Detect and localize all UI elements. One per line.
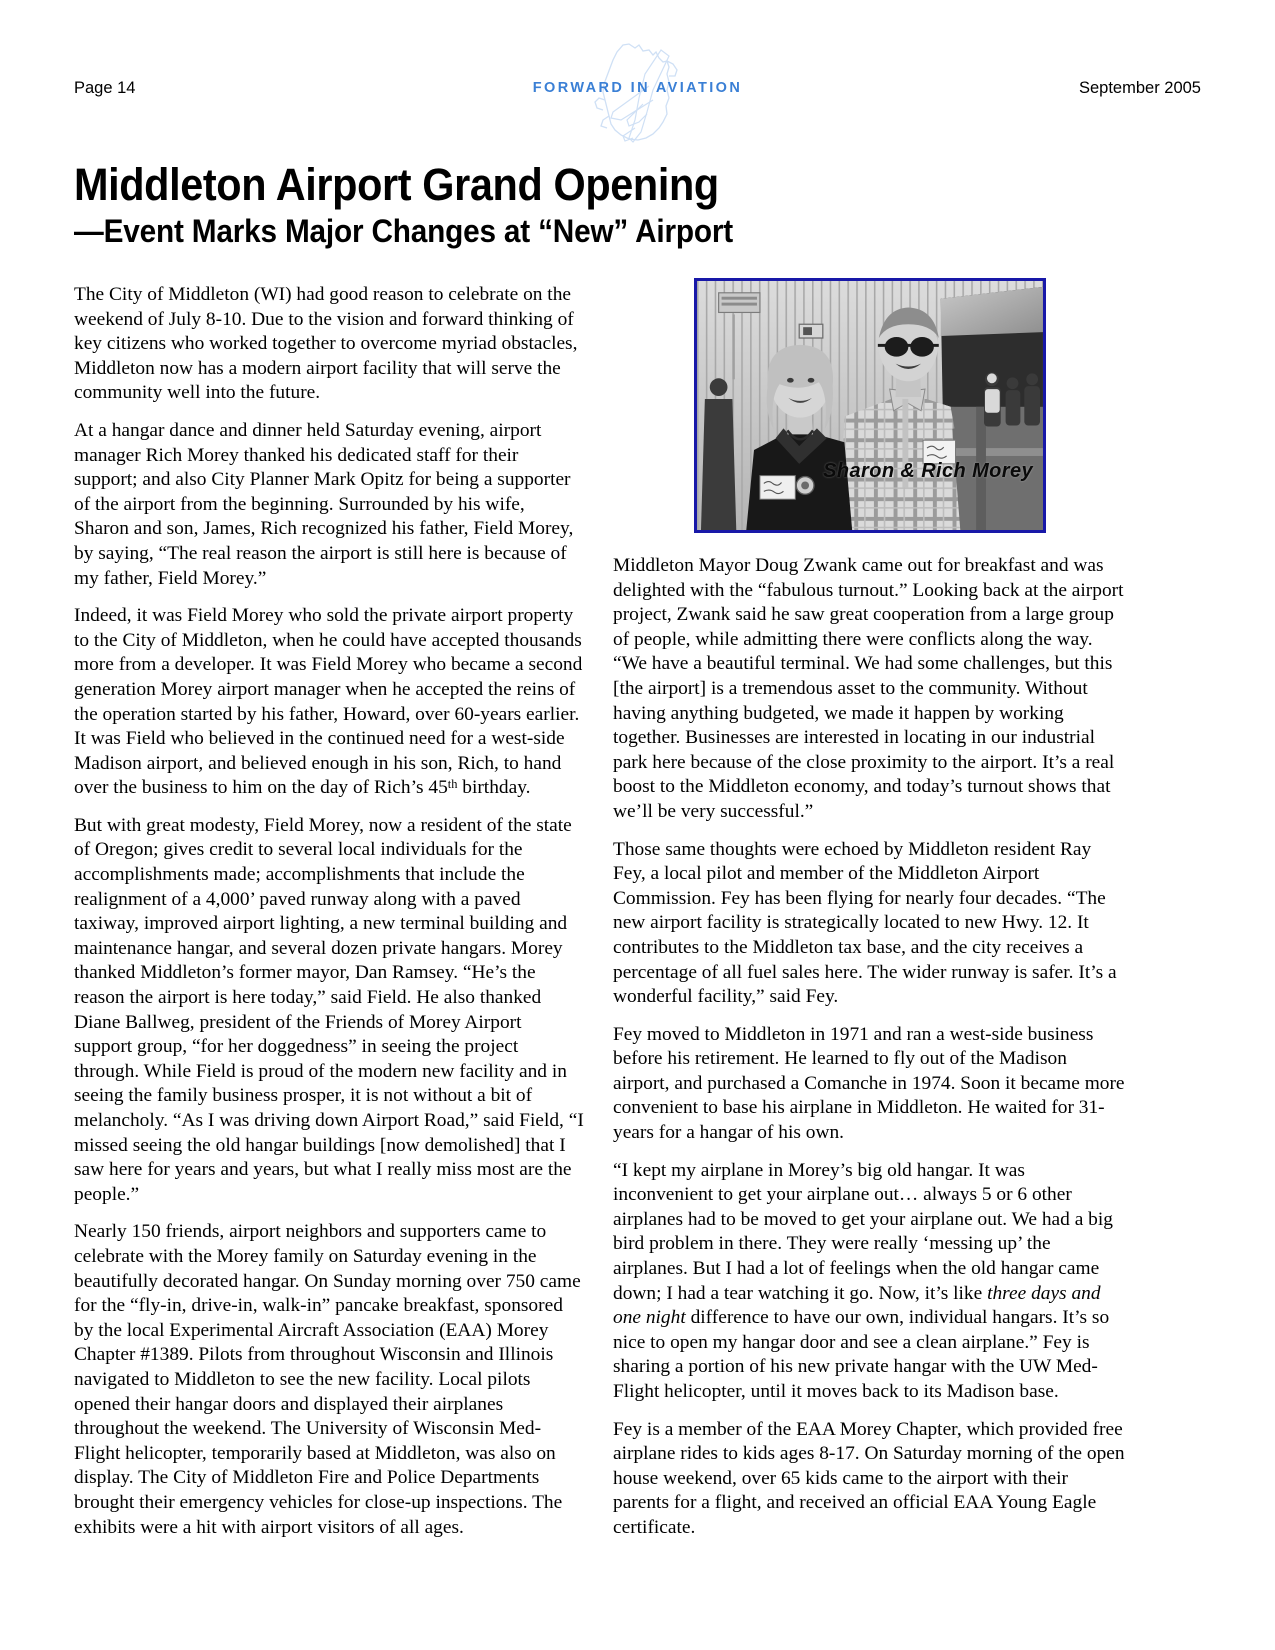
page-number-label: Page 14 <box>74 79 136 97</box>
paragraph: Nearly 150 friends, airport neighbors and supporters came to celebrate with the Morey family on Saturday evening in the beautifully decorated hangar. On Sunday morning over 750 came for the “fly-in, drive-in, walk-in” pancake breakfast, sponsored by the local Experimental Aircraft Association (EAA) Morey Chapter #1389. Pilots from throughout Wisconsin and Illinois navigated to Middleton to see the new facility. Local pilots opened their hangar doors and displayed their airplanes throughout the weekend. The University of Wisconsin Med-Flight helicopter, temporarily based at Middleton, was also on display. The City of Middleton Fire and Police Departments brought their emergency vehicles for close-up inspections. The exhibits were a hit with airport visitors of all ages. <box>74 1221 581 1538</box>
forward-in-aviation-logo <box>508 42 768 146</box>
article-column-left <box>74 283 584 1553</box>
quote-text-after-italic: difference to have our own, individual hangars. It’s so nice to open my hangar door and see a clean airplane.” Fey is sharing a portion of his new private hangar with the UW Med-Flight helicopter, until it moves back to its Madison base. <box>613 1307 1110 1402</box>
paragraph: At a hangar dance and dinner held Saturday evening, airport manager Rich Morey thanked his dedicated staff for their support; and also City Planner Mark Opitz for being a supporter of the airport from the beginning. Surrounded by his wife, Sharon and son, James, Rich recognized his father, Field Morey, by saying, “The real reason the airport is still here is because of my father, Field Morey.” <box>74 419 574 589</box>
paragraph: Fey moved to Middleton in 1971 and ran a west-side business before his retirement. He learned to fly out of the Madison airport, and purchased a Comanche in 1974. Soon it became more convenient to base his airplane in Middleton. He waited for 31-years for a hangar of his own. <box>613 1023 1125 1144</box>
page-title: Middleton Airport Grand Opening <box>74 159 719 210</box>
article-column-right <box>613 554 1125 1554</box>
paragraph: Those same thoughts were echoed by Middleton resident Ray Fey, a local pilot and member of the Middleton Airport Commission. Fey has been flying for nearly four decades. “The new airport facility is strategically located to new Hwy. 12. It contributes to the Middleton tax base, and the city receives a percentage of all fuel sales here. The wider runway is safer. It’s a wonderful facility,” said Fey. <box>613 838 1117 1008</box>
paragraph: But with great modesty, Field Morey, now a resident of the state of Oregon; gives credit to several local individuals for the accomplishments made; accomplishments that include the realignment of a 4,000’ paved runway along with a paved taxiway, improved airport lighting, a new terminal building and maintenance hangar, and several dozen private hangars. Morey thanked Middleton’s former mayor, Dan Ramsey. “He’s the reason the airport is here today,” said Field. He also thanked Diane Ballweg, president of the Friends of Morey Airport support group, “for her doggedness” in seeing the project through. While Field is proud of the modern new facility and in seeing the family business prosper, it is not without a bit of melancholy. “As I was driving down Airport Road,” said Field, “I missed seeing the old hangar buildings [now demolished] that I saw here for years and years, but what I really miss most are the people.” <box>74 814 584 1205</box>
paragraph <box>613 1159 1125 1405</box>
photo-image <box>697 281 1043 532</box>
paragraph <box>74 604 584 801</box>
paragraph-text-after-superscript: birthday. <box>457 777 531 799</box>
photo-caption: Sharon & Rich Morey <box>823 460 1033 482</box>
paragraph: Middleton Mayor Doug Zwank came out for breakfast and was delighted with the “fabulous turnout.” Looking back at the airport project, Zwank said he saw great cooperation from a large group of people, while admitting there were conflicts along the way. “We have a beautiful terminal. We had some challenges, but this [the airport] is a tremendous asset to the community. Without having anything budgeted, we made it happen by working together. Businesses are interested in locating in our industrial park here because of the close proximity to the airport. It’s a real boost to the Middleton economy, and today’s turnout shows that we’ll be very successful.” <box>613 555 1124 822</box>
paragraph: Fey is a member of the EAA Morey Chapter, which provided free airplane rides to kids ages 8-17. On Saturday morning of the open house weekend, over 65 kids came to the airport with their parents for a flight, and received an official EAA Young Eagle certificate. <box>613 1418 1125 1538</box>
emphasized-phrase: three days and one night <box>613 1282 1101 1329</box>
paragraph: The City of Middleton (WI) had good reason to celebrate on the weekend of July 8-10. Due to the vision and forward thinking of key citizens who worked together to overcome myriad obstacles, Middleton now has a modern airport facility that will serve the community well into the future. <box>74 284 578 404</box>
quote-text-before-italic: “I kept my airplane in Morey’s big old hangar. It was inconvenient to get your airplane out… always 5 or 6 other airplanes had to be moved to get your airplane out. We had a big bird problem in there. They were really ‘messing up’ the airplanes. But I had a lot of feelings when the old hangar came down; I had a tear watching it go. Now, it’s like <box>613 1159 1113 1304</box>
paragraph-text-before-superscript: Indeed, it was Field Morey who sold the private airport property to the City of Middleton, when he could have accepted thousands more from a developer. It was Field Morey who became a second generation Morey airport manager when he accepted the reins of the operation started by his father, Howard, over 60-years earlier. It was Field who believed in the continued need for a west-side Madison airport, and believed enough in his son, Rich, to hand over the business to him on the day of Rich’s 45 <box>74 605 583 799</box>
sharon-and-rich-morey-photo <box>694 278 1046 533</box>
page-subtitle: —Event Marks Major Changes at “New” Airport <box>74 213 733 249</box>
issue-date-label: September 2005 <box>1078 79 1201 97</box>
logo-wordmark-text: FORWARD IN AVIATION <box>532 80 743 96</box>
article-headline-block <box>74 160 1074 250</box>
ordinal-superscript: th <box>447 777 458 792</box>
